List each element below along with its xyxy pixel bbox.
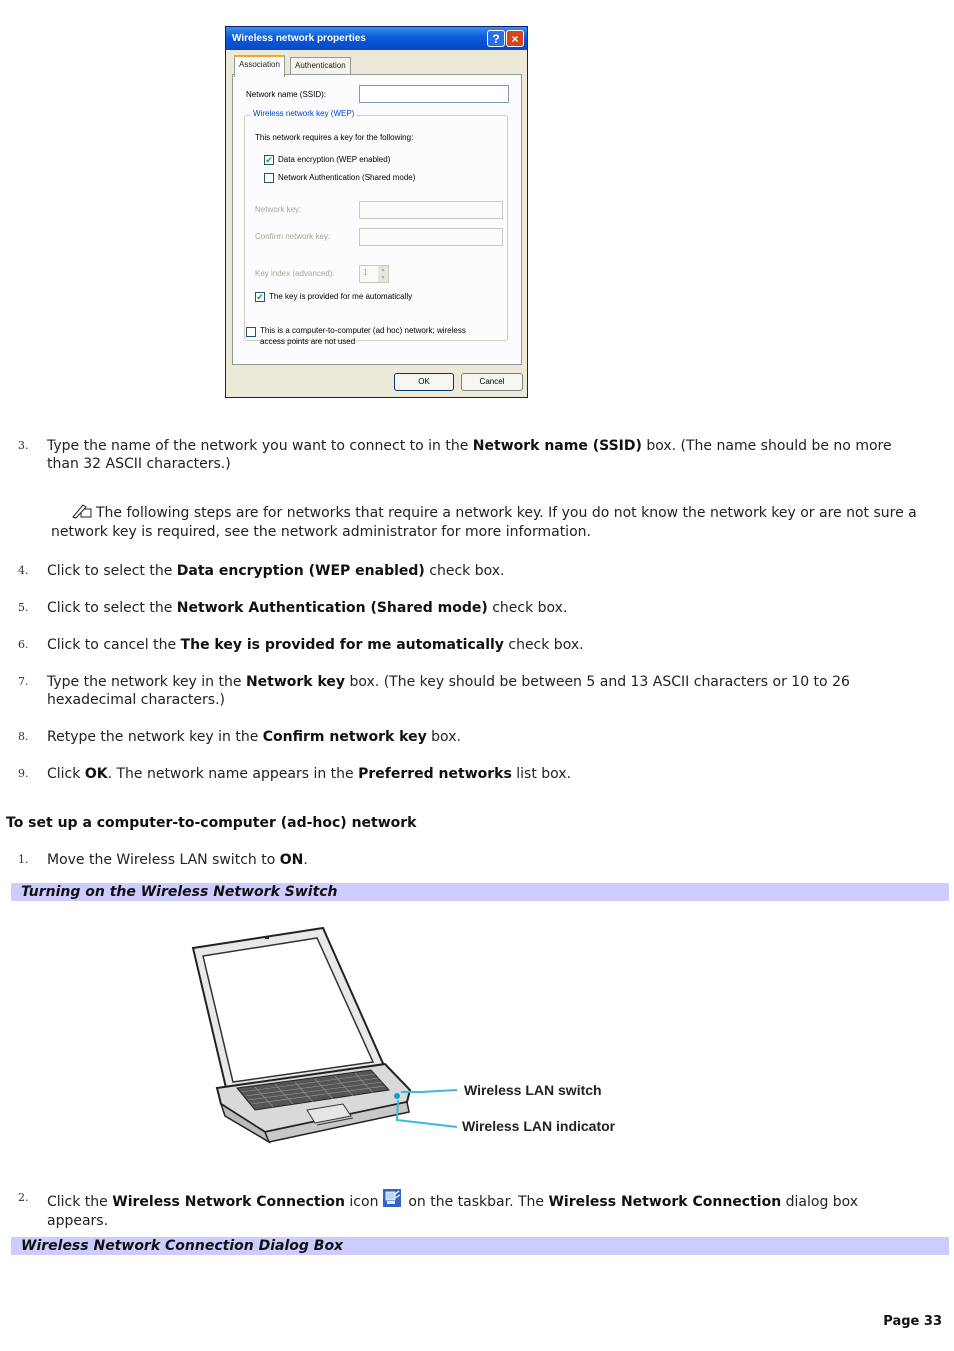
dialog-title-bar bbox=[226, 27, 527, 50]
network-key-label: Network key: bbox=[255, 205, 302, 214]
section-heading: To set up a computer-to-computer (ad-hoc) network bbox=[6, 815, 417, 831]
tab-authentication[interactable]: Authentication bbox=[290, 57, 351, 75]
confirm-network-key-label: Confirm network key: bbox=[255, 232, 331, 241]
requires-key-text: This network requires a key for the following: bbox=[255, 133, 414, 142]
step-number: 3. bbox=[18, 439, 29, 452]
step-number: 2. bbox=[18, 1191, 29, 1204]
key-index-stepper[interactable] bbox=[359, 265, 389, 283]
spin-arrows-icon[interactable]: ▲ ▼ bbox=[378, 266, 388, 282]
network-name-label: Network name (SSID): bbox=[246, 90, 327, 99]
auto-key-label: The key is provided for me automatically bbox=[269, 292, 413, 301]
ok-button[interactable]: OK bbox=[394, 373, 454, 391]
wireless-network-properties-dialog bbox=[225, 26, 528, 398]
network-key-input[interactable] bbox=[359, 201, 503, 219]
step-text: Retype the network key in the Confirm network key box. bbox=[47, 729, 461, 745]
help-button[interactable]: ? bbox=[487, 30, 505, 47]
step-text: Click the Wireless Network Connection icon on the taskbar. The Wireless Network Connection dialog box appears. bbox=[47, 1189, 917, 1230]
step-text: Click to cancel the The key is provided for me automatically check box. bbox=[47, 637, 584, 653]
cancel-button[interactable]: Cancel bbox=[461, 373, 523, 391]
auto-key-checkbox[interactable]: ✔ bbox=[256, 292, 264, 302]
key-index-label: Key index (advanced): bbox=[255, 269, 335, 278]
laptop-figure bbox=[185, 920, 655, 1145]
step-text: Click OK. The network name appears in the Preferred networks list box. bbox=[47, 766, 572, 782]
step-text: Type the name of the network you want to connect to in the Network name (SSID) box. (The name should be no more than 32 ASCII characters.) bbox=[47, 438, 892, 472]
step-number: 8. bbox=[18, 730, 29, 743]
close-button[interactable]: × bbox=[506, 30, 524, 47]
key-index-value: 1 bbox=[363, 268, 368, 277]
figure-caption: Turning on the Wireless Network Switch bbox=[11, 883, 949, 901]
step-number: 5. bbox=[18, 601, 29, 614]
callout-wireless-lan-indicator: Wireless LAN indicator bbox=[462, 1118, 616, 1134]
tab-association[interactable]: Association bbox=[234, 55, 285, 77]
note-text: The following steps are for networks that require a network key. If you do not know the network key or are not sure a network key is required, see the network administrator for more information. bbox=[51, 505, 917, 540]
callout-wireless-lan-switch: Wireless LAN switch bbox=[464, 1082, 602, 1098]
laptop-illustration bbox=[185, 920, 655, 1145]
adhoc-label-line1: This is a computer-to-computer (ad hoc) network; wireless bbox=[260, 326, 466, 335]
network-authentication-label: Network Authentication (Shared mode) bbox=[278, 173, 416, 182]
step-text: Type the network key in the Network key box. (The key should be between 5 and 13 ASCII characters or 10 to 26 hexadecimal characters.) bbox=[47, 674, 850, 708]
figure-caption: Wireless Network Connection Dialog Box bbox=[11, 1237, 949, 1255]
note bbox=[51, 503, 941, 541]
step-number: 1. bbox=[18, 853, 29, 866]
network-authentication-checkbox[interactable] bbox=[264, 173, 274, 183]
wep-group-label: Wireless network key (WEP) bbox=[253, 109, 355, 118]
wireless-connection-icon bbox=[383, 1189, 401, 1212]
adhoc-label-line2: access points are not used bbox=[260, 337, 356, 346]
step-number: 6. bbox=[18, 638, 29, 651]
confirm-network-key-input[interactable] bbox=[359, 228, 503, 246]
step-number: 9. bbox=[18, 767, 29, 780]
data-encryption-label: Data encryption (WEP enabled) bbox=[278, 155, 391, 164]
adhoc-checkbox[interactable] bbox=[246, 327, 256, 337]
network-name-input[interactable] bbox=[359, 85, 509, 103]
note-pencil-icon bbox=[61, 503, 93, 524]
step-text: Click to select the Network Authentication (Shared mode) check box. bbox=[47, 600, 568, 616]
step-text: Click to select the Data encryption (WEP enabled) check box. bbox=[47, 563, 505, 579]
dialog-title: Wireless network properties bbox=[232, 33, 366, 44]
step-number: 4. bbox=[18, 564, 29, 577]
page-number: Page 33 bbox=[883, 1314, 942, 1329]
step-number: 7. bbox=[18, 675, 29, 688]
data-encryption-checkbox[interactable]: ✔ bbox=[265, 155, 273, 165]
step-text: Move the Wireless LAN switch to ON. bbox=[47, 852, 308, 868]
association-panel bbox=[232, 74, 522, 365]
